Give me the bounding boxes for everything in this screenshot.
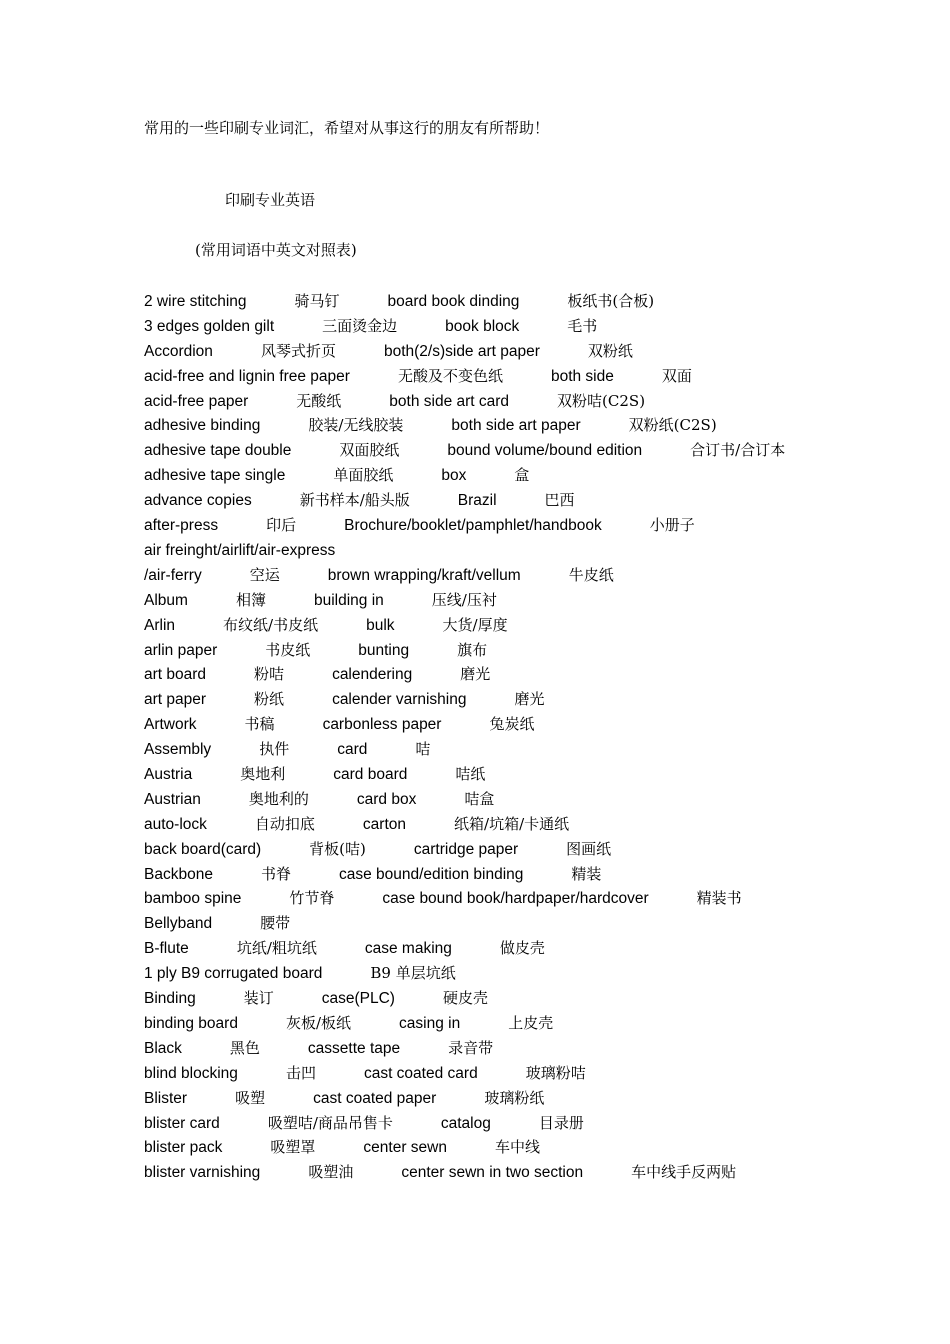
term-english: bamboo spine: [144, 890, 242, 908]
glossary-row: [144, 1135, 814, 1160]
term-chinese: 吸塑罩: [270, 1138, 316, 1157]
term-chinese: 磨光: [460, 665, 491, 684]
glossary-row: [144, 812, 814, 837]
glossary-row: [144, 488, 814, 513]
term-english: air freinght/airlift/air-express: [144, 542, 336, 560]
term-english: calendering: [332, 666, 413, 684]
term-chinese: 竹节脊: [289, 889, 335, 908]
term-chinese: 无酸纸: [296, 391, 342, 410]
glossary-row: [144, 712, 814, 737]
glossary-row: [144, 687, 814, 712]
term-chinese: 咭: [415, 740, 431, 759]
term-chinese: 书稿: [244, 715, 275, 734]
term-chinese: 双面: [661, 366, 692, 385]
term-english: blister pack: [144, 1139, 223, 1157]
term-english: both side: [550, 367, 614, 385]
term-english: building in: [313, 591, 384, 609]
term-chinese: 图画纸: [566, 839, 612, 858]
page-title: 印刷专业英语: [225, 191, 316, 209]
term-english: adhesive binding: [144, 417, 261, 435]
term-chinese: 压线/压衬: [431, 590, 497, 609]
term-english: Artwork: [144, 716, 197, 734]
term-english: carbonless paper: [322, 716, 442, 734]
glossary-row: [144, 1061, 814, 1086]
term-english: 2 wire stitching: [144, 293, 247, 310]
term-english: Backbone: [144, 865, 213, 883]
term-english: Austrian: [144, 790, 201, 808]
term-chinese: 上皮壳: [508, 1013, 554, 1032]
glossary-list: [144, 289, 814, 1185]
page-subtitle: (常用词语中英文对照表): [195, 241, 357, 259]
term-chinese: 咭盒: [464, 789, 495, 808]
term-chinese: 单面胶纸: [333, 466, 394, 485]
term-chinese: 车中线: [495, 1138, 541, 1157]
term-english: acid-free and lignin free paper: [144, 367, 350, 385]
term-chinese: 击凹: [285, 1063, 316, 1082]
term-chinese: 双粉纸: [587, 341, 633, 360]
term-chinese: 巴西: [544, 491, 575, 510]
term-english: Binding: [144, 990, 196, 1008]
glossary-row: [144, 638, 814, 663]
glossary-row: [144, 389, 814, 414]
term-english: center sewn: [363, 1139, 447, 1157]
term-english: brown wrapping/kraft/vellum: [327, 566, 521, 584]
term-english: case making: [364, 940, 452, 958]
term-english: carton: [362, 815, 407, 833]
glossary-row: [144, 837, 814, 862]
term-chinese: 空运: [249, 565, 280, 584]
glossary-row: [144, 737, 814, 762]
glossary-row: [144, 413, 814, 438]
term-english: cast coated paper: [313, 1089, 437, 1107]
term-english: Album: [144, 591, 188, 609]
term-chinese: 硬皮壳: [442, 989, 488, 1008]
term-english: binding board: [144, 1014, 238, 1032]
term-chinese: 书脊: [260, 864, 291, 883]
term-chinese: 坑纸/粗坑纸: [236, 939, 317, 958]
term-english: case bound book/hardpaper/hardcover: [382, 890, 649, 908]
term-chinese: 玻璃粉咭: [525, 1063, 586, 1082]
term-english: advance copies: [144, 492, 252, 510]
term-chinese: 牛皮纸: [568, 565, 614, 584]
glossary-row: [144, 314, 814, 339]
term-chinese: 执件: [259, 740, 290, 759]
glossary-row: [144, 463, 814, 488]
term-chinese: 粉咭: [254, 665, 285, 684]
term-chinese: 黑色: [229, 1038, 260, 1057]
term-english: cassette tape: [307, 1039, 401, 1057]
glossary-row: [144, 762, 814, 787]
term-english: back board(card): [144, 840, 262, 858]
term-chinese: 吸塑咭/商品吊售卡: [267, 1113, 393, 1132]
term-english: board book dinding: [387, 293, 520, 310]
term-chinese: 纸箱/坑箱/卡通纸: [454, 814, 570, 833]
term-chinese: 旗布: [457, 640, 488, 659]
term-chinese: 双粉纸(C2S): [628, 416, 717, 435]
glossary-row: [144, 1160, 814, 1185]
term-chinese: 板纸书(合板): [567, 292, 655, 310]
term-chinese: 咭纸: [455, 765, 486, 784]
term-chinese: 精装: [571, 864, 602, 883]
term-chinese: 目录册: [538, 1113, 584, 1132]
term-english: /air-ferry: [144, 566, 202, 584]
term-chinese: 灰板/板纸: [285, 1013, 352, 1032]
glossary-row: [144, 862, 814, 887]
glossary-row: [144, 911, 814, 936]
term-chinese: 奥地利的: [248, 789, 309, 808]
glossary-row: [144, 364, 814, 389]
term-chinese: 兔炭纸: [489, 715, 535, 734]
term-english: arlin paper: [144, 641, 218, 659]
term-english: casing in: [399, 1014, 461, 1032]
term-english: Brochure/booklet/pamphlet/handbook: [344, 517, 602, 535]
term-chinese: 印后: [266, 516, 297, 535]
term-chinese: 车中线手反两贴: [631, 1163, 737, 1182]
term-english: blister varnishing: [144, 1164, 261, 1182]
term-chinese: 风琴式折页: [260, 341, 336, 360]
intro-text: 常用的一些印刷专业词汇，希望对从事这行的朋友有所帮助！: [144, 119, 550, 137]
glossary-row: [144, 538, 814, 563]
glossary-row: [144, 339, 814, 364]
term-chinese: 腰带: [260, 914, 291, 933]
term-english: art board: [144, 666, 207, 684]
term-chinese: 布纹纸/书皮纸: [223, 615, 319, 634]
term-chinese: 合订书/合订本: [690, 441, 786, 460]
glossary-row: [144, 588, 814, 613]
term-english: bunting: [358, 641, 410, 659]
term-english: Assembly: [144, 741, 212, 759]
term-english: catalog: [440, 1114, 491, 1132]
term-chinese: 无酸及不变色纸: [397, 366, 503, 385]
term-chinese: 新书样本/船头版: [299, 491, 410, 510]
term-english: box: [441, 467, 467, 485]
term-english: Black: [144, 1039, 182, 1057]
term-english: Arlin: [144, 616, 176, 634]
glossary-row: [144, 961, 814, 986]
glossary-row: [144, 438, 814, 463]
term-chinese: 玻璃粉纸: [484, 1088, 545, 1107]
glossary-row: [144, 1036, 814, 1061]
glossary-row: [144, 1086, 814, 1111]
term-chinese: 粉纸: [254, 690, 285, 709]
term-english: after-press: [144, 517, 219, 535]
term-chinese: 骑马钉: [294, 292, 340, 310]
term-english: Bellyband: [144, 915, 213, 933]
term-english: blister card: [144, 1114, 220, 1132]
term-chinese: 毛书: [567, 316, 598, 335]
term-english: both side art paper: [451, 417, 581, 435]
term-english: B-flute: [144, 940, 189, 958]
glossary-row: [144, 1111, 814, 1136]
term-english: both(2/s)side art paper: [383, 342, 540, 360]
term-english: card: [337, 741, 368, 759]
term-chinese: 双面胶纸: [339, 441, 400, 460]
term-chinese: 三面烫金边: [322, 316, 398, 335]
term-chinese: 盒: [514, 466, 530, 485]
glossary-row: [144, 787, 814, 812]
term-english: card box: [356, 790, 417, 808]
glossary-row: [144, 613, 814, 638]
glossary-row: [144, 289, 814, 314]
term-chinese: 装订: [243, 989, 274, 1008]
term-chinese: 相簿: [235, 590, 266, 609]
term-english: center sewn in two section: [401, 1164, 584, 1182]
glossary-row: [144, 986, 814, 1011]
term-chinese: 做皮壳: [499, 939, 545, 958]
glossary-row: [144, 513, 814, 538]
glossary-row: [144, 1011, 814, 1036]
term-chinese: 吸塑油: [308, 1163, 354, 1182]
term-english: Austria: [144, 766, 193, 784]
term-chinese: 精装书: [696, 889, 742, 908]
term-english: case(PLC): [321, 990, 395, 1008]
term-english: acid-free paper: [144, 392, 249, 410]
term-english: Brazil: [457, 492, 497, 510]
term-chinese: 双粉咭(C2S): [557, 391, 646, 410]
glossary-row: [144, 662, 814, 687]
term-chinese: 奥地利: [240, 765, 286, 784]
term-english: bound volume/bound edition: [447, 442, 643, 460]
term-chinese: 背板(咭): [309, 839, 366, 858]
term-english: cast coated card: [363, 1064, 478, 1082]
term-chinese: 大货/厚度: [442, 615, 508, 634]
term-english: card board: [333, 766, 408, 784]
term-english: adhesive tape single: [144, 467, 286, 485]
term-english: blind blocking: [144, 1064, 238, 1082]
glossary-row: [144, 936, 814, 961]
glossary-row: [144, 563, 814, 588]
term-english: bulk: [366, 616, 395, 634]
term-chinese: 小册子: [649, 516, 695, 535]
term-english: 3 edges golden gilt: [144, 317, 275, 335]
term-english: 1 ply B9 corrugated board: [144, 965, 323, 983]
term-english: art paper: [144, 691, 207, 709]
term-english: Blister: [144, 1089, 188, 1107]
term-chinese: 书皮纸: [265, 640, 311, 659]
term-english: case bound/edition binding: [338, 865, 524, 883]
term-english: calender varnishing: [332, 691, 467, 709]
term-chinese: 吸塑: [235, 1088, 266, 1107]
term-english: Accordion: [144, 342, 213, 360]
glossary-row: [144, 886, 814, 911]
term-chinese: 自动扣底: [254, 814, 315, 833]
term-chinese: 磨光: [514, 690, 545, 709]
term-chinese: B9 单层坑纸: [370, 964, 456, 983]
term-english: cartridge paper: [413, 840, 519, 858]
term-english: adhesive tape double: [144, 442, 292, 460]
term-chinese: 胶装/无线胶装: [308, 416, 404, 435]
term-english: book block: [445, 317, 520, 335]
term-chinese: 录音带: [448, 1038, 494, 1057]
term-english: both side art card: [389, 392, 510, 410]
term-english: auto-lock: [144, 815, 207, 833]
